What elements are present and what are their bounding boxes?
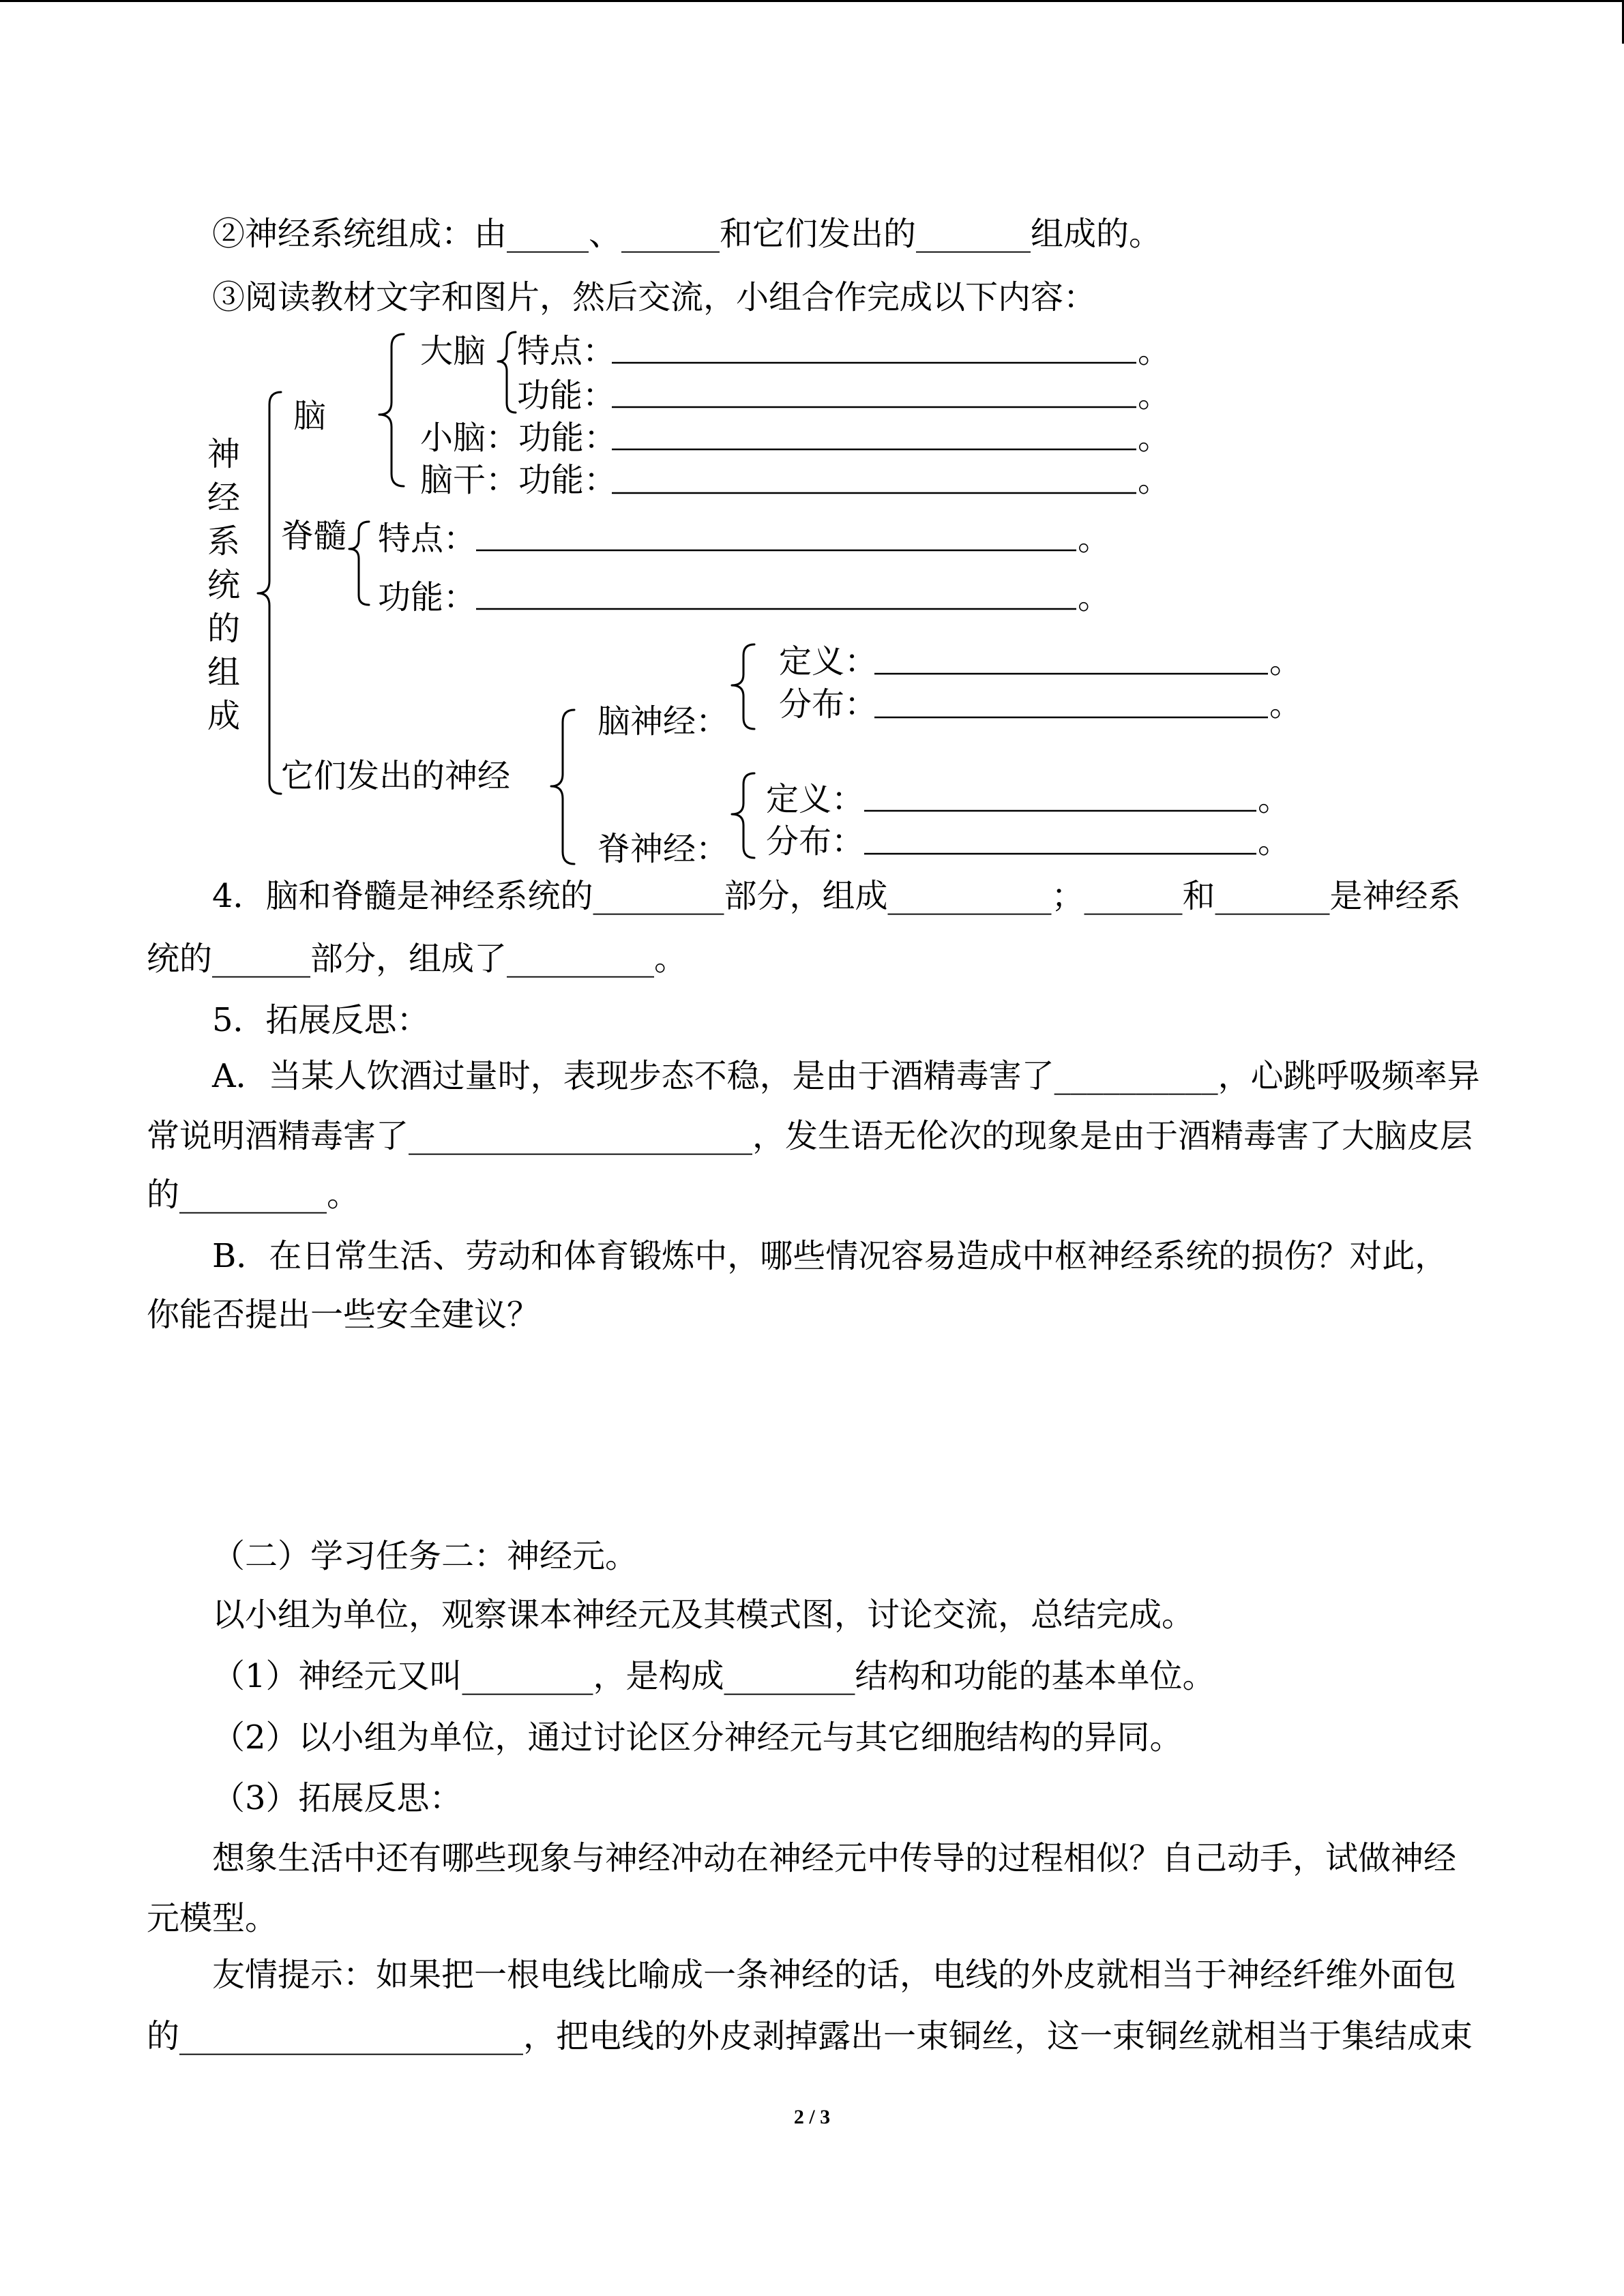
cerebellum-function-label: 小脑：功能： (420, 419, 617, 457)
spinal-cord-label: 脊髓 (281, 517, 347, 555)
item5-heading: 5．拓展反思： (212, 1001, 430, 1039)
page-top-border (0, 0, 1624, 2)
task2-reflection-line: 元模型。 (147, 1899, 278, 1937)
cerebrum-function-label: 功能： (517, 376, 616, 415)
task2-intro: 以小组为单位，观察课本神经元及其模式图，讨论交流，总结完成。 (212, 1596, 1195, 1634)
item4-text-line: 4．脑和脊髓是神经系统的________部分，组成__________；______和_______是神经系 (212, 877, 1461, 915)
item5b-text-line: 你能否提出一些安全建议？ (147, 1296, 540, 1334)
spinal-cord-feature-label: 特点： (378, 520, 477, 558)
brace-cerebrum (498, 332, 516, 413)
line-end-period: 。 (1138, 332, 1171, 370)
task2-question-2: （2）以小组为单位，通过讨论区分神经元与其它细胞结构的异同。 (212, 1718, 1183, 1757)
task2-hint-line: 友情提示：如果把一根电线比喻成一条神经的话，电线的外皮就相当于神经纤维外面包 (212, 1956, 1457, 1994)
item2-composition-text: ②神经系统组成：由_____、______和它们发出的_______组成的。 (212, 215, 1162, 253)
line-end-period: 。 (1138, 461, 1171, 499)
line-end-period: 。 (1078, 578, 1111, 616)
item5a-text-line: 常说明酒精毒害了_____________________，发生语无伦次的现象是由于酒精毒害了大脑皮层 (147, 1117, 1473, 1155)
line-end-period: 。 (1138, 419, 1171, 457)
task2-hint-line: 的_____________________，把电线的外皮剥掉露出一束铜丝，这一束铜丝就相当于集结成束 (147, 2017, 1473, 2055)
task2-question-1: （1）神经元又叫________，是构成________结构和功能的基本单位。 (212, 1657, 1215, 1695)
spinal-distribution-label: 分布： (766, 822, 865, 861)
brace-nerves (551, 710, 574, 864)
item5b-text-line: B．在日常生活、劳动和体育锻炼中，哪些情况容易造成中枢神经系统的损伤？对此， (212, 1237, 1448, 1275)
task2-question-3: （3）拓展反思： (212, 1779, 462, 1817)
line-end-period: 。 (1078, 520, 1111, 558)
brace-nervous-system (258, 392, 281, 794)
item5a-text-line: A．当某人饮酒过量时，表现步态不稳，是由于酒精毒害了__________，心跳呼吸频率异 (212, 1057, 1480, 1095)
spinal-definition-label: 定义： (766, 780, 865, 818)
brainstem-function-label: 脑干：功能： (420, 461, 617, 499)
page-number: 2 / 3 (793, 2106, 831, 2128)
cerebrum-feature-label: 特点： (517, 332, 616, 370)
brace-spinal-nerves (732, 773, 754, 858)
spinal-nerves-label: 脊神经： (597, 830, 729, 868)
cranial-definition-label: 定义： (779, 642, 878, 681)
line-end-period: 。 (1269, 685, 1303, 724)
cerebrum-label: 大脑 (420, 332, 486, 370)
task2-heading: （二）学习任务二：神经元。 (212, 1537, 638, 1575)
brace-spinal-cord (349, 522, 369, 605)
line-end-period: 。 (1138, 376, 1171, 415)
line-end-period: 。 (1269, 642, 1303, 681)
nerves-label: 它们发出的神经 (281, 757, 511, 795)
task2-reflection-line: 想象生活中还有哪些现象与神经冲动在神经元中传导的过程相似？自己动手，试做神经 (212, 1839, 1457, 1877)
line-end-period: 。 (1258, 780, 1291, 818)
brace-cranial-nerves (732, 644, 754, 729)
cranial-distribution-label: 分布： (779, 685, 878, 724)
item3-instruction-text: ③阅读教材文字和图片，然后交流，小组合作完成以下内容： (212, 278, 1097, 316)
line-end-period: 。 (1258, 822, 1291, 861)
item4-text-line: 统的______部分，组成了_________。 (147, 940, 688, 978)
diagram-title-vertical: 神经系统的组成 (207, 435, 240, 735)
cranial-nerves-label: 脑神经： (597, 702, 729, 741)
brain-label: 脑 (293, 397, 327, 435)
item5a-text-line: 的_________。 (147, 1176, 360, 1214)
spinal-cord-function-label: 功能： (378, 578, 477, 616)
brace-brain (379, 334, 404, 486)
